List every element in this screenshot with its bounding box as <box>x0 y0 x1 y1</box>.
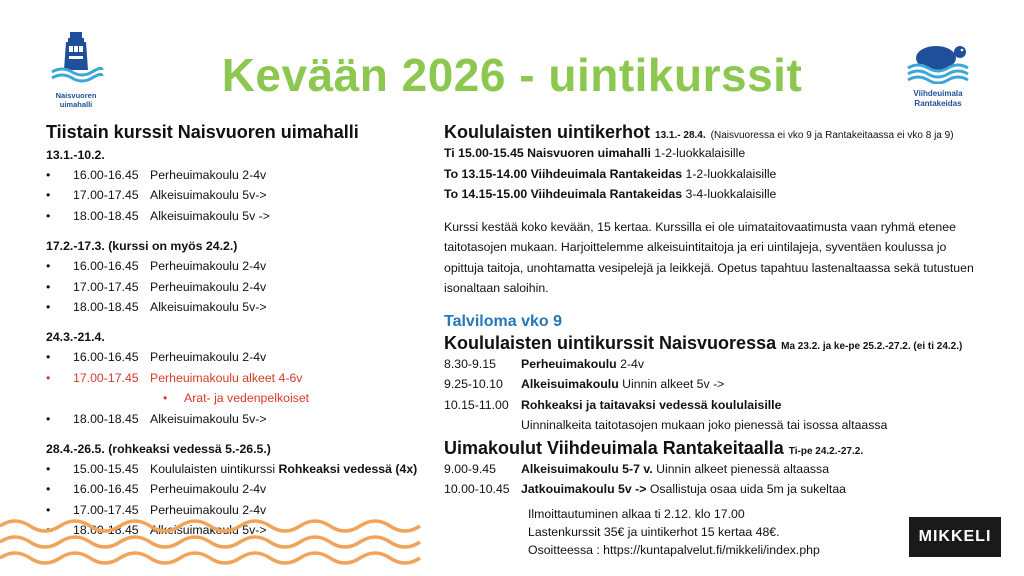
list-item: • 18.00-18.45 Alkeisuimakoulu 5v-> <box>46 520 426 540</box>
talviloma-heading: Talviloma vko 9 <box>444 312 562 330</box>
info-line: Lastenkurssit 35€ ja uintikerhot 15 kertaa 48€. <box>528 525 780 539</box>
period-title: 28.4.-26.5. (rohkeaksi vedessä 5.-26.5.) <box>46 442 271 457</box>
page-title: Kevään 2026 - uintikurssit <box>221 49 803 101</box>
naisvuori-logo-line2: uimahalli <box>59 100 93 109</box>
naisvuori-row: 9.25-10.10 Alkeisuimakoulu Uinnin alkeet 5v -> <box>444 377 725 391</box>
wave-decoration <box>0 516 440 572</box>
period-title: 13.1.-10.2. <box>46 148 105 162</box>
info-line: Ilmoittautuminen alkaa ti 2.12. klo 17.00 <box>528 507 745 521</box>
list-item: • 18.00-18.45 Alkeisuimakoulu 5v-> <box>46 409 426 429</box>
rantakeidas-row: 10.00-10.45 Jatkouimakoulu 5v -> Osallistuja osaa uida 5m ja sukeltaa <box>444 482 846 496</box>
list-item: • 16.00-16.45 Perheuimakoulu 2-4v <box>46 256 426 276</box>
rantakeidas-logo-line1: Viihdeuimala <box>913 89 963 98</box>
list-item: • 16.00-16.45 Perheuimakoulu 2-4v <box>46 479 426 499</box>
period-title: 24.3.-21.4. <box>46 330 105 345</box>
list-item: • 16.00-16.45 Perheuimakoulu 2-4v <box>46 165 426 185</box>
list-item: • 17.00-17.45 Perheuimakoulu 2-4v <box>46 500 426 520</box>
list-item: • 15.00-15.45 Koululaisten uintikurssi Rohkeaksi vedessä (4x) <box>46 459 426 479</box>
list-subitem: • Arat- ja vedenpelkoiset <box>46 388 426 408</box>
rantakeidas-heading: Uimakoulut Viihdeuimala Rantakeitaalla Ti-pe 24.2.-27.2. <box>444 437 864 458</box>
period-block-3 <box>46 327 426 429</box>
rantakeidas-logo-line2: Rantakeidas <box>914 99 962 108</box>
list-item: • 18.00-18.45 Alkeisuimakoulu 5v -> <box>46 206 426 226</box>
period-title: 17.2.-17.3. (kurssi on myös 24.2.) <box>46 239 238 254</box>
kerhot-line: To 14.15-15.00 Viihdeuimala Rantakeidas 3-4-luokkalaisille <box>444 187 777 201</box>
naisvuori-heading: Koululaisten uintikurssit Naisvuoressa Ma 23.2. ja ke-pe 25.2.-27.2. (ei ti 24.2.) <box>444 332 963 353</box>
info-block <box>528 505 820 559</box>
kerhot-line: To 13.15-14.00 Viihdeuimala Rantakeidas 1-2-luokkalaisille <box>444 166 777 181</box>
naisvuori-row: 10.15-11.00 Rohkeaksi ja taitavaksi vedessä koululaisille <box>444 397 782 412</box>
right-column <box>444 122 1004 500</box>
left-column <box>46 122 426 541</box>
kerhot-heading: Koululaisten uintikerhot 13.1.- 28.4. (Naisvuoressa ei vko 9 ja Rantakeitaassa ei vko 8 ja 9) <box>444 122 954 142</box>
list-item: • 17.00-17.45 Perheuimakoulu 2-4v <box>46 277 426 297</box>
naisvuori-row: 8.30-9.15 Perheuimakoulu 2-4v <box>444 356 645 371</box>
list-item: • 17.00-17.45 Alkeisuimakoulu 5v-> <box>46 185 426 205</box>
left-heading: Tiistain kurssit Naisvuoren uimahalli <box>46 122 359 142</box>
list-item-highlight: • 17.00-17.45 Perheuimakoulu alkeet 4-6v <box>46 368 426 388</box>
list-item: • 16.00-16.45 Perheuimakoulu 2-4v <box>46 347 426 367</box>
rantakeidas-row: 9.00-9.45 Alkeisuimakoulu 5-7 v. Uinnin alkeet pienessä altaassa <box>444 461 830 476</box>
naisvuori-logo-line1: Naisvuoren <box>55 91 97 100</box>
list-item: • 18.00-18.45 Alkeisuimakoulu 5v-> <box>46 297 426 317</box>
mikkeli-logo: MIKKELI <box>909 517 1001 557</box>
period-block-1 <box>46 145 426 226</box>
kerhot-description: Kurssi kestää koko kevään, 15 kertaa. Kurssilla ei ole uimataitovaatimusta vaan ryhmä etenee taitotasojen mukaan. Harjoittelemme alkeisuintitaitoja ja eri uintilajeja, syventäen koulussa jo opittuja taitoja, unohtamatta vesipelejä ja leikkejä. Opetus tapahtuu lastenaltaassa sekä tutustuen isonaltaan saloihin. <box>444 219 974 295</box>
naisvuori-extra: Uinninalkeita taitotasojen mukaan joko pienessä tai isossa altaassa <box>521 418 888 432</box>
period-block-2 <box>46 236 426 317</box>
kerhot-line: Ti 15.00-15.45 Naisvuoren uimahalli 1-2-luokkalaisille <box>444 146 746 160</box>
info-line-link[interactable]: Osoitteessa : https://kuntapalvelut.fi/mikkeli/index.php <box>528 543 820 557</box>
